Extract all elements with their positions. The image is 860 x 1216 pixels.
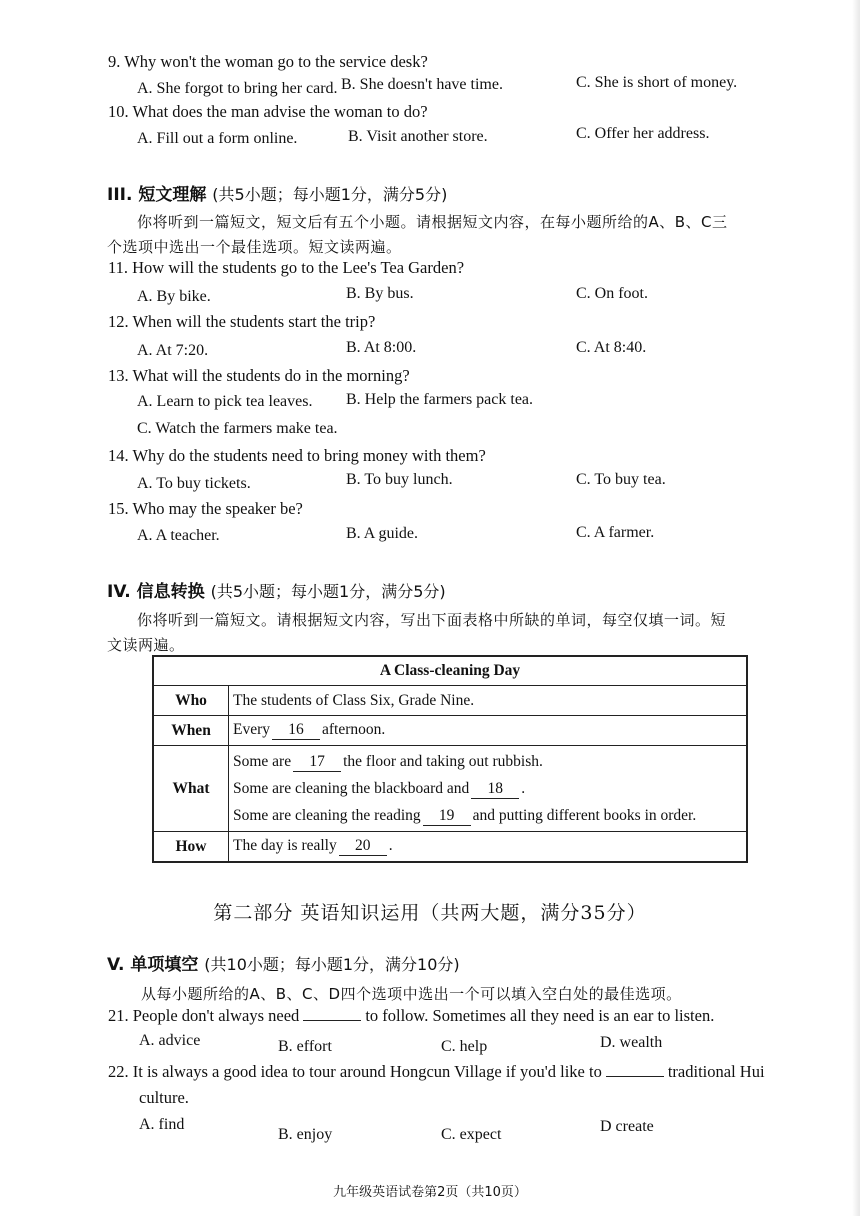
option-22d: D create [600,1118,654,1135]
option-11a: A. By bike. [137,288,211,305]
option-12c: C. At 8:40. [576,339,647,356]
section-3-intro-line1: 你将听到一篇短文，短文后有五个小题。请根据短文内容，在每小题所给的A、B、C三 [137,213,728,231]
row-content: The day is really 20 . [229,832,748,863]
blank-19: 19 [423,807,471,826]
question-22: 22. It is always a good idea to tour around Hongcun Village if you'd like to traditional Hui [108,1062,765,1081]
question-9 [108,52,428,72]
table-row-when [153,716,747,746]
option-10c: C. Offer her address. [576,125,710,142]
section-4-intro-line1: 你将听到一篇短文。请根据短文内容，写出下面表格中所缺的单词，每空仅填一词。短 [137,611,727,629]
row-label: Who [153,686,229,716]
table-row-how [153,832,747,863]
option-14b: B. To buy lunch. [346,471,453,488]
section-3-heading: III. 短文理解 (共5小题；每小题1分，满分5分) [107,185,448,205]
option-21c: C. help [441,1038,488,1055]
option-13a: A. Learn to pick tea leaves. [137,393,313,410]
section-5-heading: V. 单项填空 (共10小题；每小题1分，满分10分) [107,955,460,975]
question-15: 15. Who may the speaker be? [108,499,303,518]
question-22-line2: culture. [139,1088,189,1107]
answer-blank [303,1006,361,1021]
question-text: Why won't the woman go to the service desk? [124,52,428,71]
table-row-what [153,746,747,832]
row-content: Every 16 afternoon. [229,716,748,746]
row-content [229,746,748,832]
option-10b: B. Visit another store. [348,128,488,145]
option-14c: C. To buy tea. [576,471,666,488]
page-footer: 九年级英语试卷第2页（共10页） [333,1185,527,1200]
row-label: What [153,746,229,832]
question-text: What does the man advise the woman to do? [132,102,428,121]
scan-edge-shadow [852,0,860,1216]
question-13: 13. What will the students do in the morning? [108,366,410,385]
question-12: 12. When will the students start the trip? [108,312,376,331]
section-4-heading: IV. 信息转换 (共5小题；每小题1分，满分5分) [107,582,446,602]
question-number: 9. [108,52,121,71]
option-21a: A. advice [139,1032,201,1049]
option-12a: A. At 7:20. [137,342,209,359]
row-label: When [153,716,229,746]
blank-16: 16 [272,721,320,740]
question-number: 10. [108,102,129,121]
question-14: 14. Why do the students need to bring money with them? [108,446,486,465]
section-5-intro: 从每小题所给的A、B、C、D四个选项中选出一个可以填入空白处的最佳选项。 [141,985,682,1003]
what-line-1: Some are 17 the floor and taking out rubbish. [233,753,543,770]
option-13b: B. Help the farmers pack tea. [346,391,534,408]
question-21: 21. People don't always need to follow. Sometimes all they need is an ear to listen. [108,1006,715,1025]
option-9b: B. She doesn't have time. [341,76,503,93]
option-22b: B. enjoy [278,1126,333,1143]
option-9c: C. She is short of money. [576,74,738,91]
option-15b: B. A guide. [346,525,419,542]
option-15c: C. A farmer. [576,524,655,541]
row-content: The students of Class Six, Grade Nine. [229,686,748,716]
table-title: A Class-cleaning Day [153,656,747,686]
option-15a: A. A teacher. [137,527,220,544]
answer-blank [606,1062,664,1077]
option-21b: B. effort [278,1038,332,1055]
question-10 [108,102,428,122]
option-22c: C. expect [441,1126,502,1143]
blank-18: 18 [471,780,519,799]
option-11c: C. On foot. [576,285,648,302]
option-9a: A. She forgot to bring her card. [137,80,338,97]
part-2-title: 第二部分 英语知识运用（共两大题，满分35分） [213,902,647,924]
info-table [152,655,748,863]
option-14a: A. To buy tickets. [137,475,251,492]
option-11b: B. By bus. [346,285,414,302]
section-4-intro-line2: 文读两遍。 [107,636,185,654]
option-12b: B. At 8:00. [346,339,417,356]
blank-17: 17 [293,753,341,772]
row-label: How [153,832,229,863]
option-22a: A. find [139,1116,185,1133]
blank-20: 20 [339,837,387,856]
what-line-3: Some are cleaning the reading 19 and putting different books in order. [233,807,697,824]
question-11: 11. How will the students go to the Lee's Tea Garden? [108,258,465,277]
option-10a: A. Fill out a form online. [137,130,298,147]
option-13c: C. Watch the farmers make tea. [137,420,338,437]
option-21d: D. wealth [600,1034,663,1051]
table-row-who [153,686,747,716]
what-line-2: Some are cleaning the blackboard and 18 . [233,780,526,797]
section-3-intro-line2: 个选项中选出一个最佳选项。短文读两遍。 [107,238,402,256]
